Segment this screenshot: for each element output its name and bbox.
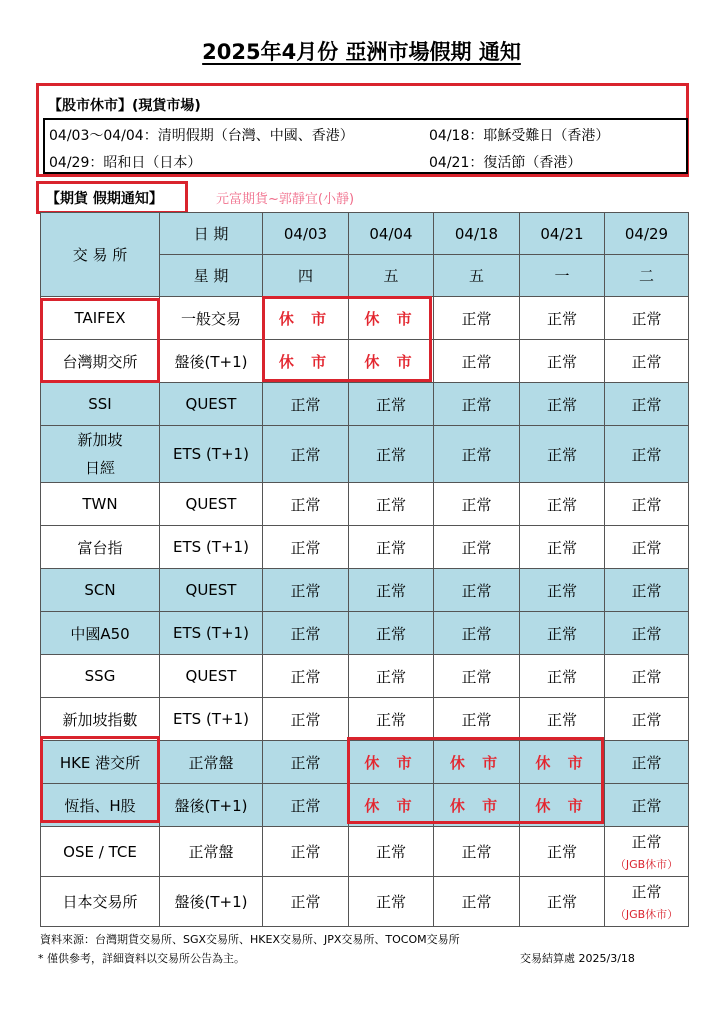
status-normal: 正常 xyxy=(434,877,520,927)
weekday-header: 五 xyxy=(434,255,520,297)
status-normal: 正常 xyxy=(434,655,520,698)
exchange-name: TAIFEX xyxy=(41,297,160,340)
table-row xyxy=(41,655,689,698)
status-normal: 正常 xyxy=(520,698,605,741)
weekday-header: 四 xyxy=(263,255,349,297)
date-header: 04/18 xyxy=(434,213,520,255)
date-label: 日 期 xyxy=(160,213,263,255)
table-row xyxy=(41,340,689,383)
status-normal: 正常 xyxy=(520,383,605,426)
status-normal: 正常 xyxy=(263,877,349,927)
table-row xyxy=(41,569,689,612)
session-type: ETS (T+1) xyxy=(160,612,263,655)
weekday-label: 星 期 xyxy=(160,255,263,297)
stock-item: 04/03～04/04：清明假期（台灣、中國、香港） xyxy=(49,128,354,144)
exchange-name: 台灣期交所 xyxy=(41,340,160,383)
status-normal: 正常 xyxy=(349,698,434,741)
status-normal: 正常 xyxy=(434,383,520,426)
status-closed: 休 市 xyxy=(349,340,434,383)
status-normal: 正常 xyxy=(263,655,349,698)
status-normal: 正常 xyxy=(263,827,349,877)
status-normal: 正常 xyxy=(520,569,605,612)
exchange-name: HKE 港交所 xyxy=(41,741,160,784)
status-normal: 正常 xyxy=(263,526,349,569)
exchange-name: 恆指、H股 xyxy=(41,784,160,827)
session-type: QUEST xyxy=(160,383,263,426)
status-normal: 正常 xyxy=(520,655,605,698)
source-note: 資料來源：台灣期貨交易所、SGX交易所、HKEX交易所、JPX交易所、TOCOM交易所 xyxy=(40,933,460,946)
stock-heading: 【股市休市】(現貨市場) xyxy=(48,98,201,114)
weekday-header: 一 xyxy=(520,255,605,297)
exchange-name: 新加坡指數 xyxy=(41,698,160,741)
weekday-header: 二 xyxy=(605,255,689,297)
session-type: 盤後(T+1) xyxy=(160,784,263,827)
status-normal: 正常 xyxy=(605,569,689,612)
status-closed: 休 市 xyxy=(349,297,434,340)
status-normal: 正常 xyxy=(434,297,520,340)
status-normal: 正常 xyxy=(434,569,520,612)
status-normal: 正常 xyxy=(263,741,349,784)
exchange-name xyxy=(41,426,160,483)
status-closed: 休 市 xyxy=(520,784,605,827)
status-normal: 正常 xyxy=(263,483,349,526)
session-type: QUEST xyxy=(160,655,263,698)
session-type: 一般交易 xyxy=(160,297,263,340)
date-header: 04/04 xyxy=(349,213,434,255)
exchange-name: 富台指 xyxy=(41,526,160,569)
table-row xyxy=(41,383,689,426)
status-normal: 正常 xyxy=(349,569,434,612)
session-type: 盤後(T+1) xyxy=(160,877,263,927)
status-normal: 正常 xyxy=(605,340,689,383)
header-row-dates xyxy=(41,213,689,255)
status-normal: 正常 xyxy=(263,426,349,483)
status-normal: 正常 xyxy=(520,426,605,483)
status-normal: 正常 xyxy=(520,297,605,340)
session-type: 盤後(T+1) xyxy=(160,340,263,383)
page-title: 2025年4月份 亞洲市場假期 通知 xyxy=(202,40,521,64)
status-normal: 正常 xyxy=(349,655,434,698)
status-normal: 正常 xyxy=(434,483,520,526)
status-normal: 正常 xyxy=(605,526,689,569)
status-normal: 正常 xyxy=(349,877,434,927)
jgb-closed-note: （JGB休市） xyxy=(614,908,679,921)
date-header: 04/29 xyxy=(605,213,689,255)
status-normal: 正常 xyxy=(605,383,689,426)
exchange-name: SSI xyxy=(41,383,160,426)
status-closed: 休 市 xyxy=(263,297,349,340)
stock-item: 04/18：耶穌受難日（香港） xyxy=(429,128,610,144)
status-normal: 正常 xyxy=(434,827,520,877)
status-normal: 正常 xyxy=(434,426,520,483)
table-row xyxy=(41,784,689,827)
status-normal: 正常 xyxy=(605,655,689,698)
status-normal: 正常 xyxy=(520,877,605,927)
holiday-table xyxy=(40,212,689,927)
status-normal: 正常 xyxy=(605,784,689,827)
status-text: 正常 xyxy=(631,883,662,901)
disclaimer: * 僅供參考，詳細資料以交易所公告為主。 xyxy=(38,952,245,965)
session-type: 正常盤 xyxy=(160,827,263,877)
session-type: ETS (T+1) xyxy=(160,698,263,741)
table-row xyxy=(41,483,689,526)
session-type: QUEST xyxy=(160,569,263,612)
session-type: ETS (T+1) xyxy=(160,426,263,483)
exchange-name: 日本交易所 xyxy=(41,877,160,927)
exchange-name: TWN xyxy=(41,483,160,526)
status-normal: 正常 xyxy=(434,698,520,741)
status-normal: 正常 xyxy=(349,383,434,426)
date-header: 04/03 xyxy=(263,213,349,255)
status-normal: 正常 xyxy=(263,784,349,827)
status-normal: 正常 xyxy=(349,483,434,526)
status-normal: 正常 xyxy=(605,426,689,483)
status-normal: 正常 xyxy=(349,526,434,569)
stock-closure-list xyxy=(43,118,688,174)
exchange-name: SSG xyxy=(41,655,160,698)
status-normal xyxy=(605,827,689,877)
author-note: 元富期貨~郭靜宜(小靜) xyxy=(216,192,355,207)
stock-item: 04/21：復活節（香港） xyxy=(429,155,582,171)
table-row xyxy=(41,877,689,927)
status-normal: 正常 xyxy=(434,340,520,383)
status-closed: 休 市 xyxy=(434,741,520,784)
exchange-name: 中國A50 xyxy=(41,612,160,655)
exchange-name: OSE / TCE xyxy=(41,827,160,877)
issuer-date: 交易結算處 2025/3/18 xyxy=(520,952,635,965)
exchange-name: SCN xyxy=(41,569,160,612)
status-normal: 正常 xyxy=(605,698,689,741)
status-normal: 正常 xyxy=(263,612,349,655)
status-normal: 正常 xyxy=(263,569,349,612)
status-normal: 正常 xyxy=(605,741,689,784)
status-normal: 正常 xyxy=(263,698,349,741)
status-normal xyxy=(605,877,689,927)
stock-item: 04/29：昭和日（日本） xyxy=(49,155,202,171)
status-normal: 正常 xyxy=(520,483,605,526)
table-row xyxy=(41,827,689,877)
exchange-header: 交 易 所 xyxy=(41,213,160,297)
status-normal: 正常 xyxy=(605,297,689,340)
table-row xyxy=(41,741,689,784)
table-row xyxy=(41,526,689,569)
exchange-name-line: 新加坡 xyxy=(77,431,123,449)
status-normal: 正常 xyxy=(434,612,520,655)
status-normal: 正常 xyxy=(434,526,520,569)
futures-heading: 【期貨 假期通知】 xyxy=(46,191,163,207)
table-row xyxy=(41,297,689,340)
status-normal: 正常 xyxy=(605,483,689,526)
status-closed: 休 市 xyxy=(349,784,434,827)
jgb-closed-note: （JGB休市） xyxy=(614,858,679,871)
date-header: 04/21 xyxy=(520,213,605,255)
table-row xyxy=(41,426,689,483)
status-normal: 正常 xyxy=(349,612,434,655)
status-normal: 正常 xyxy=(349,426,434,483)
status-normal: 正常 xyxy=(520,612,605,655)
table-row xyxy=(41,612,689,655)
status-closed: 休 市 xyxy=(434,784,520,827)
status-normal: 正常 xyxy=(349,827,434,877)
status-closed: 休 市 xyxy=(520,741,605,784)
table-row xyxy=(41,698,689,741)
status-closed: 休 市 xyxy=(263,340,349,383)
status-closed: 休 市 xyxy=(349,741,434,784)
session-type: ETS (T+1) xyxy=(160,526,263,569)
status-normal: 正常 xyxy=(263,383,349,426)
status-normal: 正常 xyxy=(520,827,605,877)
session-type: 正常盤 xyxy=(160,741,263,784)
session-type: QUEST xyxy=(160,483,263,526)
status-text: 正常 xyxy=(631,833,662,851)
status-normal: 正常 xyxy=(520,526,605,569)
status-normal: 正常 xyxy=(520,340,605,383)
status-normal: 正常 xyxy=(605,612,689,655)
exchange-name-line: 日經 xyxy=(84,459,115,477)
weekday-header: 五 xyxy=(349,255,434,297)
